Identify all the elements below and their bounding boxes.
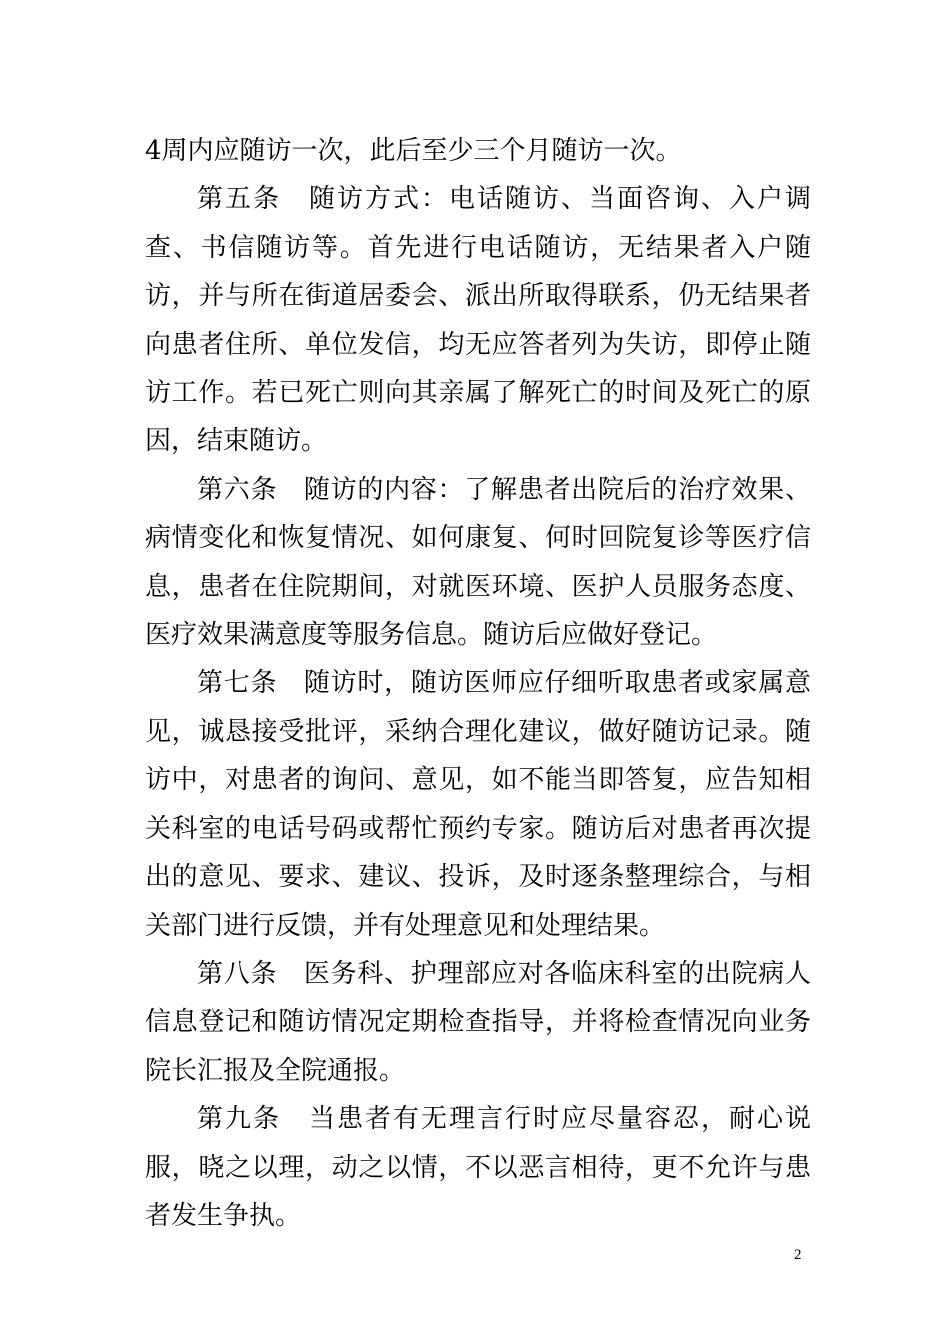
paragraph-continuation: 4周内应随访一次，此后至少三个月随访一次。	[145, 136, 682, 166]
article-9-paragraph: 第九条 当患者有无理言行时应尽量容忍，耐心说服，晓之以理，动之以情，不以恶言相待，更不允许与患者发生争执。	[145, 1104, 811, 1231]
article-6-paragraph: 第六条 随访的内容：了解患者出院后的治疗效果、病情变化和恢复情况、如何康复、何时回院复诊等医疗信息，患者在住院期间，对就医环境、医护人员服务态度、医疗效果满意度等服务信息。随访后应做好登记。	[145, 474, 811, 651]
article-8-paragraph: 第八条 医务科、护理部应对各临床科室的出院病人信息登记和随访情况定期检查指导，并将检查情况向业务院长汇报及全院通报。	[145, 958, 811, 1086]
article-5-paragraph: 第五条 随访方式：电话随访、当面咨询、入户调查、书信随访等。首先进行电话随访，无结果者入户随访，并与所在街道居委会、派出所取得联系，仍无结果者向患者住所、单位发信，均无应答者列为失访，即停止随访工作。若已死亡则向其亲属了解死亡的时间及死亡的原因，结束随访。	[145, 184, 811, 457]
document-body	[145, 127, 811, 1240]
article-7-paragraph: 第七条 随访时，随访医师应仔细听取患者或家属意见，诚恳接受批评，采纳合理化建议，做好随访记录。随访中，对患者的询问、意见，如不能当即答复，应告知相关科室的电话号码或帮忙预约专家。随访后对患者再次提出的意见、要求、建议、投诉，及时逐条整理综合，与相关部门进行反馈，并有处理意见和处理结果。	[145, 668, 811, 941]
page-number: 2	[794, 1247, 802, 1263]
